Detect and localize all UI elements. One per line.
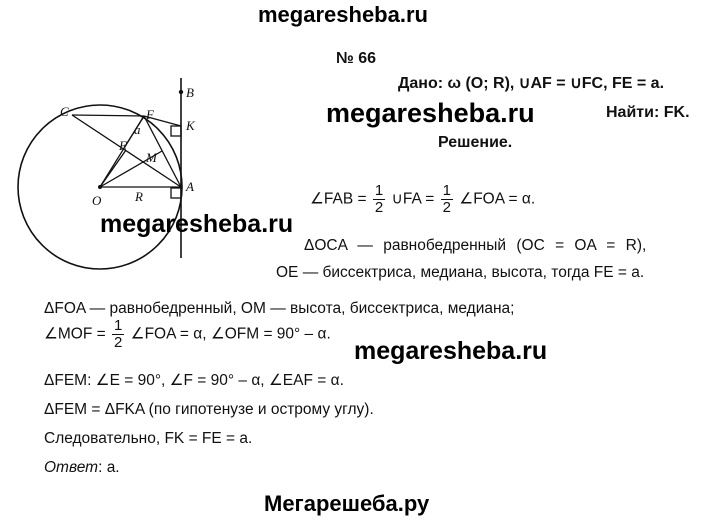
fraction-half: $\frac{1}{2}$ <box>374 182 384 216</box>
given-text: Дано: ω (O; R), ∪AF = ∪FC, FE = a. <box>398 75 665 92</box>
step1-part-c: ∠FOA = α. <box>459 190 536 208</box>
label-C: C <box>60 104 69 119</box>
step5-part-b: ∠FOA = α, ∠OFM = 90° – α. <box>130 325 331 343</box>
step-line-7: ΔFEM = ΔFKA (по гипотенузе и острому углу). <box>44 401 374 418</box>
step1-part-a: ∠FAB = <box>310 190 367 208</box>
label-O: O <box>92 193 102 208</box>
watermark-mid-left: megaresheba.ru <box>100 210 294 238</box>
answer-label: Ответ <box>44 459 99 476</box>
answer-value: : a. <box>98 459 120 476</box>
geometry-figure <box>0 70 200 270</box>
label-K: K <box>186 118 195 133</box>
step-line-1 <box>310 183 535 216</box>
label-a: a <box>134 122 141 137</box>
answer-line <box>44 459 120 477</box>
site-header: megaresheba.ru <box>258 2 428 27</box>
site-footer: Мегарешеба.ру <box>264 491 430 516</box>
problem-number: № 66 <box>336 50 377 67</box>
label-A: A <box>186 179 194 194</box>
step-line-2: ΔOCA — равнобедренный (OC = OA = R), <box>304 237 647 254</box>
solution-title: Решение. <box>438 134 513 151</box>
step-line-4: ΔFOA — равнобедренный, OM — высота, биссектриса, медиана; <box>44 300 515 317</box>
step-line-8: Следовательно, FK = FE = a. <box>44 430 253 447</box>
step1-part-b: ∪FA = <box>391 190 435 208</box>
fraction-half: $\frac{1}{2}$ <box>114 317 123 351</box>
label-R: R <box>135 189 143 204</box>
watermark-lower: megaresheba.ru <box>354 337 548 365</box>
label-E: E <box>119 138 127 153</box>
label-F: F <box>146 107 154 122</box>
step-line-3: OE — биссектриса, медиана, высота, тогда FE = a. <box>276 264 645 281</box>
label-B: B <box>186 85 194 100</box>
step-line-5 <box>44 318 331 351</box>
find-text: Найти: FK. <box>606 104 690 121</box>
watermark-mid-right: megaresheba.ru <box>326 98 535 128</box>
fraction-half: $\frac{1}{2}$ <box>442 182 451 216</box>
step5-part-a: ∠MOF = <box>44 325 106 343</box>
label-M: M <box>146 150 157 165</box>
step-line-6: ΔFEM: ∠E = 90°, ∠F = 90° – α, ∠EAF = α. <box>44 372 344 389</box>
